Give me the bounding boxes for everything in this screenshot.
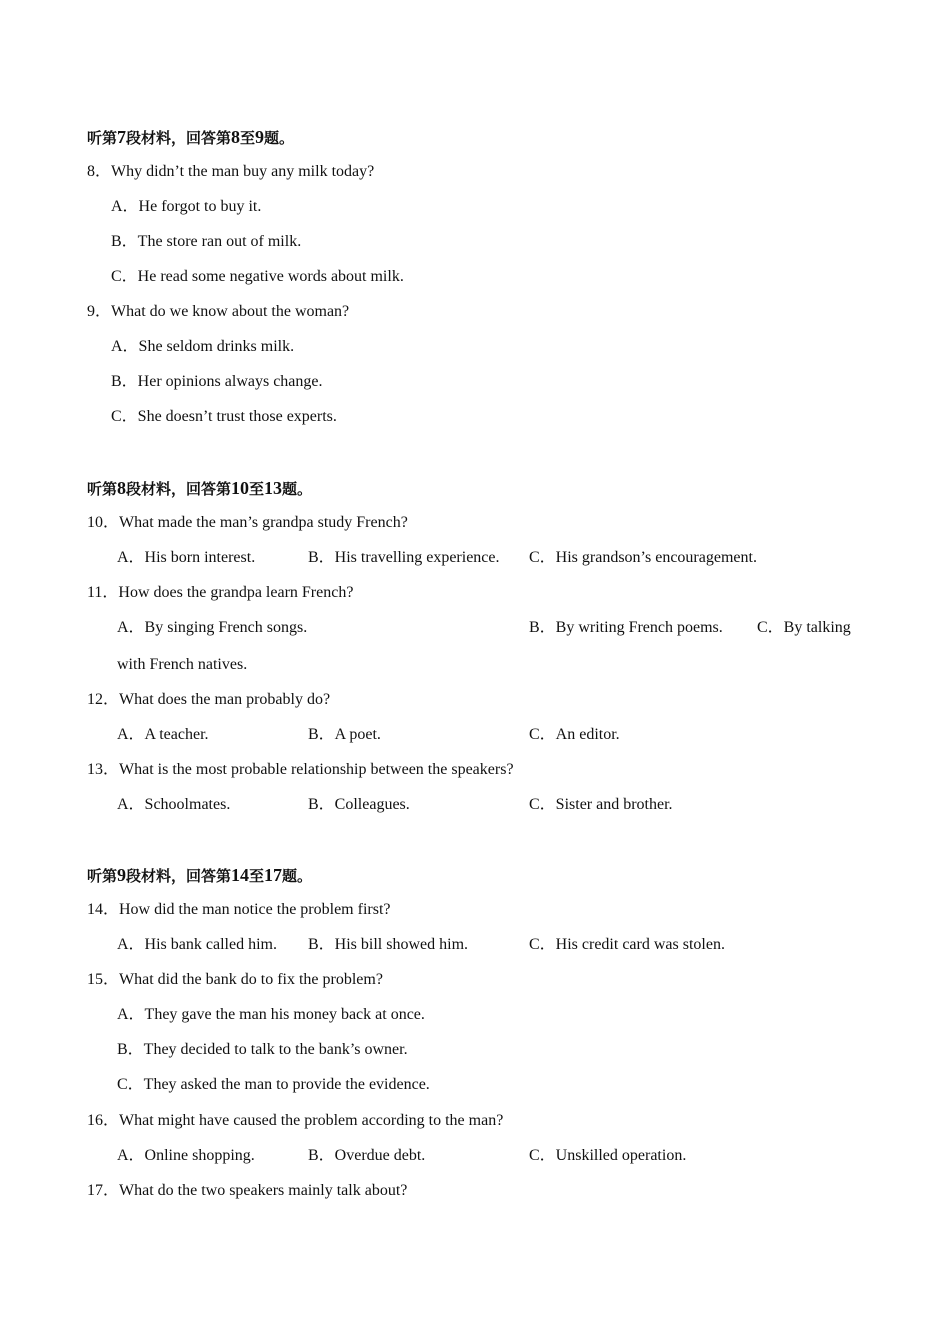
option-12b: B．A poet. (308, 726, 381, 743)
option-8c: C．He read some negative words about milk. (111, 268, 404, 285)
question-16: 16．What might have caused the problem according to the man? (87, 1112, 504, 1129)
question-13: 13．What is the most probable relationship between the speakers? (87, 761, 514, 778)
option-11b: B．By writing French poems. (529, 619, 723, 636)
option-14c: C．His credit card was stolen. (529, 936, 725, 953)
option-15b: B．They decided to talk to the bank’s owner. (117, 1041, 408, 1058)
option-11c-continued: with French natives. (117, 656, 248, 673)
option-12a: A．A teacher. (117, 726, 209, 743)
question-8: 8．Why didn’t the man buy any milk today? (87, 163, 375, 180)
option-16c: C．Unskilled operation. (529, 1147, 687, 1164)
option-8b: B．The store ran out of milk. (111, 233, 302, 250)
option-11a: A．By singing French songs. (117, 619, 308, 636)
question-15: 15．What did the bank do to fix the problem? (87, 971, 383, 988)
option-8a: A．He forgot to buy it. (111, 198, 262, 215)
question-10: 10．What made the man’s grandpa study French? (87, 514, 408, 531)
option-9b: B．Her opinions always change. (111, 373, 323, 390)
option-10b: B．His travelling experience. (308, 549, 500, 566)
question-9: 9．What do we know about the woman? (87, 303, 350, 320)
question-17: 17．What do the two speakers mainly talk about? (87, 1182, 408, 1199)
option-10a: A．His born interest. (117, 549, 256, 566)
option-13b: B．Colleagues. (308, 796, 410, 813)
option-16a: A．Online shopping. (117, 1147, 255, 1164)
option-14b: B．His bill showed him. (308, 936, 469, 953)
section-heading: 听第8段材料，回答第10至13题。 (87, 478, 313, 498)
option-12c: C．An editor. (529, 726, 620, 743)
question-12: 12．What does the man probably do? (87, 691, 331, 708)
option-14a: A．His bank called him. (117, 936, 277, 953)
option-9a: A．She seldom drinks milk. (111, 338, 295, 355)
question-11: 11．How does the grandpa learn French? (87, 584, 354, 601)
option-11c: C．By talking (757, 619, 851, 636)
option-15c: C．They asked the man to provide the evidence. (117, 1076, 430, 1093)
section-heading: 听第9段材料，回答第14至17题。 (87, 865, 313, 885)
option-13a: A．Schoolmates. (117, 796, 231, 813)
section-heading: 听第7段材料，回答第8至9题。 (87, 127, 295, 147)
option-13c: C．Sister and brother. (529, 796, 673, 813)
option-16b: B．Overdue debt. (308, 1147, 426, 1164)
option-15a: A．They gave the man his money back at once. (117, 1006, 425, 1023)
option-10c: C．His grandson’s encouragement. (529, 549, 757, 566)
question-14: 14．How did the man notice the problem first? (87, 901, 391, 918)
option-9c: C．She doesn’t trust those experts. (111, 408, 337, 425)
